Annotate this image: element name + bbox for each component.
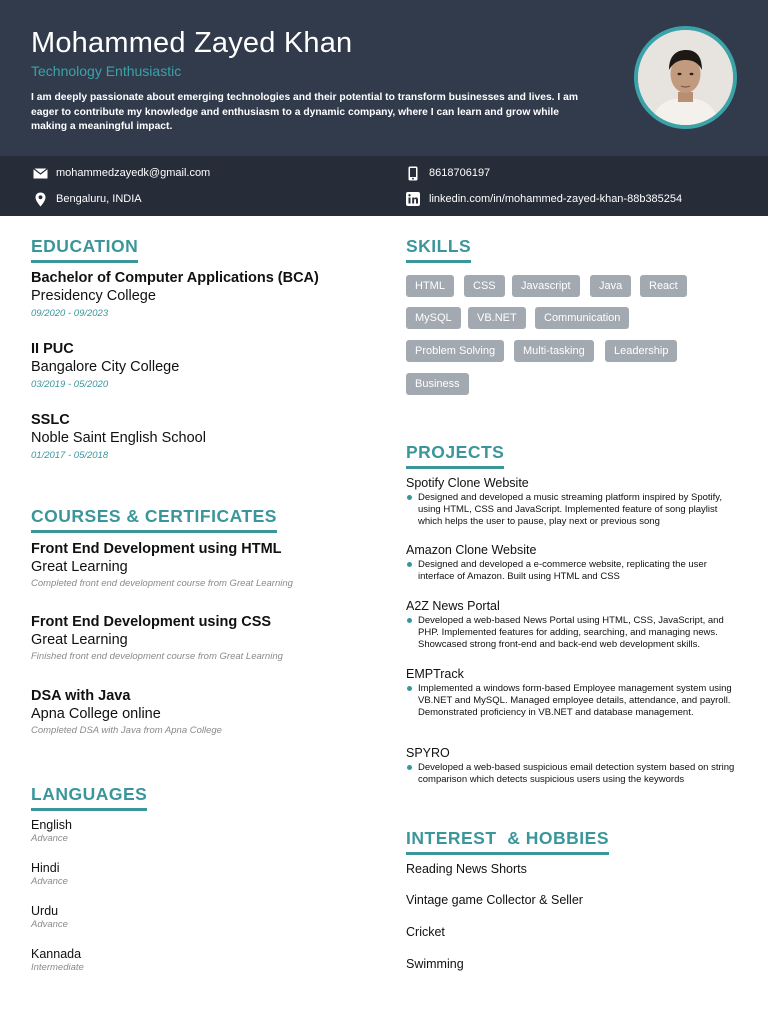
skill-tag: Javascript: [512, 275, 580, 297]
project-bullet: [406, 683, 741, 718]
course-item: [31, 540, 293, 592]
course-name: DSA with Java: [31, 688, 131, 704]
course-item: [31, 687, 222, 739]
course-provider: Great Learning: [31, 559, 128, 575]
project-name: EMPTrack: [406, 667, 464, 681]
project-name: SPYRO: [406, 746, 450, 760]
language-item: [31, 903, 68, 931]
candidate-tagline: Technology Enthusiastic: [31, 63, 182, 79]
course-provider: Apna College online: [31, 706, 161, 722]
phone-icon: [405, 165, 421, 181]
course-name: Front End Development using CSS: [31, 614, 272, 630]
skill-tag: CSS: [464, 275, 505, 297]
project-description: Designed and developed a music streaming platform inspired by Spotify, using HTML, CSS and JavaScript. Implemented feature of song playlist which helps the user to pause, play next or previous song: [418, 492, 722, 527]
envelope-icon: [32, 165, 48, 181]
contact-email[interactable]: [32, 165, 210, 181]
location-text: Bengaluru, INDIA: [56, 193, 142, 205]
project-description: Implemented a windows form-based Employee management system using VB.NET and MySQL. Managed employee details, attendance, and payroll. Demonstrated proficiency in VB.NET and database management.: [418, 683, 732, 718]
project-name: A2Z News Portal: [406, 599, 500, 613]
contact-linkedin[interactable]: [405, 191, 682, 207]
course-description: Completed front end development course from Great Learning: [31, 578, 293, 589]
education-degree: II PUC: [31, 341, 74, 357]
contact-bar: [0, 156, 768, 216]
language-item: [31, 860, 68, 888]
education-school: Bangalore City College: [31, 359, 180, 375]
skill-tag: Communication: [535, 307, 629, 329]
course-description: Finished front end development course from Great Learning: [31, 651, 283, 662]
education-degree: SSLC: [31, 412, 70, 428]
language-level: Intermediate: [31, 962, 84, 973]
project-bullet: [406, 762, 741, 786]
education-item: [31, 411, 206, 464]
language-level: Advance: [31, 919, 68, 930]
skill-tag: React: [640, 275, 687, 297]
skill-tag: Problem Solving: [406, 340, 504, 362]
project-item: [406, 475, 741, 527]
skill-tag: VB.NET: [468, 307, 526, 329]
language-name: Kannada: [31, 947, 82, 961]
education-dates: 09/2020 - 09/2023: [31, 308, 109, 319]
language-item: [31, 817, 72, 845]
project-item: [406, 745, 741, 786]
phone-text: 8618706197: [429, 167, 491, 179]
profile-photo: [634, 26, 737, 129]
hobby-item: Reading News Shorts: [406, 862, 527, 876]
skill-tag: Java: [590, 275, 631, 297]
courses-heading: COURSES & CERTIFICATES: [31, 506, 277, 533]
language-level: Advance: [31, 833, 68, 844]
course-item: [31, 613, 283, 665]
education-school: Presidency College: [31, 288, 156, 304]
education-dates: 01/2017 - 05/2018: [31, 450, 109, 461]
course-description: Completed DSA with Java from Apna College: [31, 725, 222, 736]
project-item: [406, 666, 741, 718]
skill-tag: MySQL: [406, 307, 461, 329]
skill-tag: HTML: [406, 275, 454, 297]
languages-heading: LANGUAGES: [31, 784, 147, 811]
resume-header: [0, 0, 768, 156]
contact-location: [32, 191, 142, 207]
education-degree: Bachelor of Computer Applications (BCA): [31, 270, 319, 286]
skill-tag: Leadership: [605, 340, 677, 362]
bullet-dot-icon: [407, 562, 412, 567]
skill-tag: Multi-tasking: [514, 340, 594, 362]
education-dates: 03/2019 - 05/2020: [31, 379, 109, 390]
project-description: Developed a web-based suspicious email detection system based on string comparison which detects suspicious users using the keywords: [418, 762, 735, 785]
project-item: [406, 598, 741, 650]
course-name: Front End Development using HTML: [31, 541, 282, 557]
project-description: Designed and developed a e-commerce website, replicating the user interface of Amazon. Built using HTML and CSS: [418, 559, 707, 582]
profile-summary: I am deeply passionate about emerging technologies and their potential to transform businesses and lives. I am eager to contribute my knowledge and enthusiasm to a dynamic company, where I can learn and grow while making a meaningful impact.: [31, 92, 579, 132]
project-name: Spotify Clone Website: [406, 476, 529, 490]
project-description: Developed a web-based News Portal using HTML, CSS, JavaScript, and PHP. Implemented features for adding, searching, and managing news. Showcased strong front-end and back-end web development skills.: [418, 615, 724, 650]
language-name: English: [31, 818, 72, 832]
hobby-item: Swimming: [406, 957, 464, 971]
education-item: [31, 340, 179, 393]
project-name: Amazon Clone Website: [406, 543, 537, 557]
project-item: [406, 542, 741, 583]
language-name: Urdu: [31, 904, 59, 918]
project-bullet: [406, 559, 741, 583]
candidate-name: Mohammed Zayed Khan: [31, 27, 353, 59]
language-item: [31, 946, 84, 974]
hobbies-heading: INTEREST & HOBBIES: [406, 828, 609, 855]
bullet-dot-icon: [407, 618, 412, 623]
hobby-item: Vintage game Collector & Seller: [406, 893, 583, 907]
education-heading: EDUCATION: [31, 236, 138, 263]
email-text: mohammedzayedk@gmail.com: [56, 167, 211, 179]
bullet-dot-icon: [407, 495, 412, 500]
linkedin-icon: [405, 191, 421, 207]
language-name: Hindi: [31, 861, 60, 875]
education-school: Noble Saint English School: [31, 430, 206, 446]
project-bullet: [406, 615, 741, 650]
skills-heading: SKILLS: [406, 236, 471, 263]
skill-tag: Business: [406, 373, 469, 395]
hobby-item: Cricket: [406, 925, 445, 939]
contact-phone[interactable]: [405, 165, 490, 181]
education-item: [31, 269, 319, 322]
bullet-dot-icon: [407, 686, 412, 691]
course-provider: Great Learning: [31, 632, 128, 648]
project-bullet: [406, 492, 741, 527]
projects-heading: PROJECTS: [406, 442, 504, 469]
language-level: Advance: [31, 876, 68, 887]
bullet-dot-icon: [407, 765, 412, 770]
location-pin-icon: [32, 191, 48, 207]
person-portrait-icon: [638, 30, 733, 125]
linkedin-text: linkedin.com/in/mohammed-zayed-khan-88b385254: [429, 193, 683, 205]
